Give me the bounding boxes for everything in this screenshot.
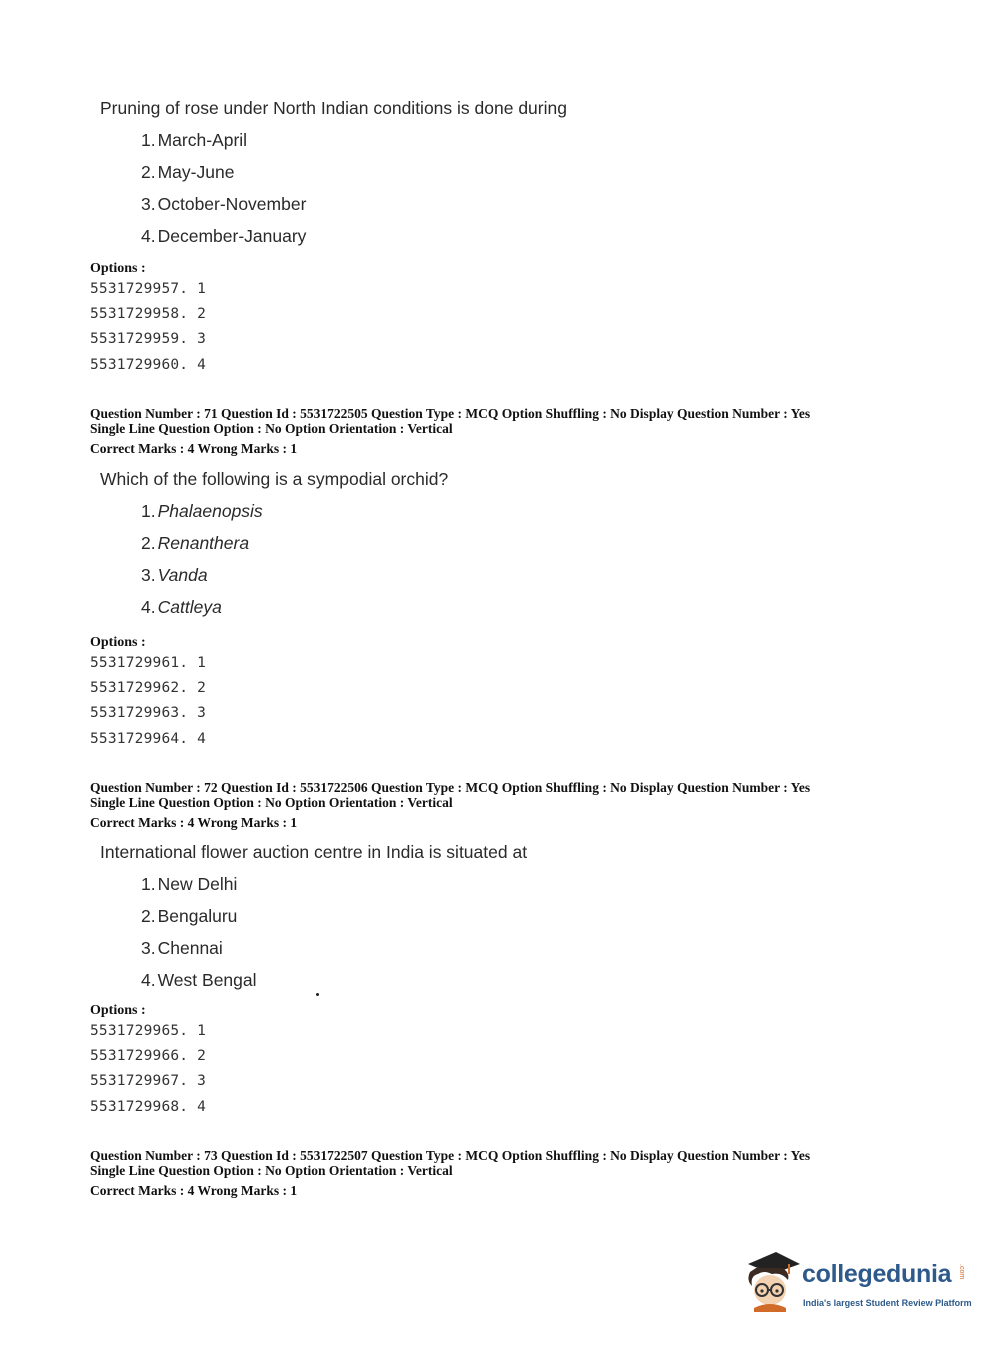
options-label: Options : bbox=[90, 261, 146, 276]
question-meta-options: Single Line Question Option : No Option Orientation : Vertical bbox=[90, 421, 453, 436]
question-meta-options: Single Line Question Option : No Option Orientation : Vertical bbox=[90, 1163, 453, 1178]
logo-tagline: India's largest Student Review Platform bbox=[803, 1298, 972, 1308]
logo-wordmark: collegedunia bbox=[802, 1260, 952, 1288]
choice-2: 2. May-June bbox=[141, 162, 235, 182]
question-marks: Correct Marks : 4 Wrong Marks : 1 bbox=[90, 815, 298, 830]
choice-1: 1. New Delhi bbox=[141, 874, 238, 894]
choice-4: 4. December-January bbox=[141, 226, 307, 246]
option-id: 5531729965. 1 bbox=[90, 1023, 207, 1039]
choice-1: 1. Phalaenopsis bbox=[141, 501, 263, 521]
choice-2: 2. Renanthera bbox=[141, 533, 250, 553]
question-text: Pruning of rose under North Indian conditions is done during bbox=[100, 98, 567, 118]
option-id: 5531729957. 1 bbox=[90, 281, 207, 297]
option-id: 5531729964. 4 bbox=[90, 731, 207, 747]
choice-1: 1. March-April bbox=[141, 130, 248, 150]
choice-4: 4. West Bengal bbox=[141, 970, 257, 990]
logo-suffix: .com bbox=[958, 1264, 965, 1280]
stray-dot bbox=[316, 993, 319, 996]
option-id: 5531729959. 3 bbox=[90, 331, 207, 347]
choice-2: 2. Bengaluru bbox=[141, 906, 238, 926]
option-id: 5531729963. 3 bbox=[90, 705, 207, 721]
option-id: 5531729958. 2 bbox=[90, 306, 207, 322]
option-id: 5531729961. 1 bbox=[90, 655, 207, 671]
option-id: 5531729968. 4 bbox=[90, 1099, 207, 1115]
question-text: Which of the following is a sympodial orchid? bbox=[100, 469, 449, 489]
question-text: International flower auction centre in India is situated at bbox=[100, 842, 528, 862]
options-label: Options : bbox=[90, 635, 146, 650]
choice-3: 3. Vanda bbox=[141, 565, 208, 585]
mascot-icon bbox=[742, 1250, 802, 1312]
option-id: 5531729966. 2 bbox=[90, 1048, 207, 1064]
choice-4: 4. Cattleya bbox=[141, 597, 222, 617]
question-meta: Question Number : 73 Question Id : 5531722507 Question Type : MCQ Option Shuffling : No Display Question Number : Yes bbox=[90, 1148, 811, 1163]
question-marks: Correct Marks : 4 Wrong Marks : 1 bbox=[90, 441, 298, 456]
options-label: Options : bbox=[90, 1003, 146, 1018]
option-id: 5531729962. 2 bbox=[90, 680, 207, 696]
question-meta: Question Number : 72 Question Id : 5531722506 Question Type : MCQ Option Shuffling : No Display Question Number : Yes bbox=[90, 780, 811, 795]
collegedunia-logo bbox=[742, 1250, 972, 1318]
question-meta-options: Single Line Question Option : No Option Orientation : Vertical bbox=[90, 795, 453, 810]
question-meta: Question Number : 71 Question Id : 5531722505 Question Type : MCQ Option Shuffling : No Display Question Number : Yes bbox=[90, 406, 811, 421]
option-id: 5531729967. 3 bbox=[90, 1073, 207, 1089]
choice-3: 3. Chennai bbox=[141, 938, 223, 958]
option-id: 5531729960. 4 bbox=[90, 357, 207, 373]
question-marks: Correct Marks : 4 Wrong Marks : 1 bbox=[90, 1183, 298, 1198]
choice-3: 3. October-November bbox=[141, 194, 307, 214]
